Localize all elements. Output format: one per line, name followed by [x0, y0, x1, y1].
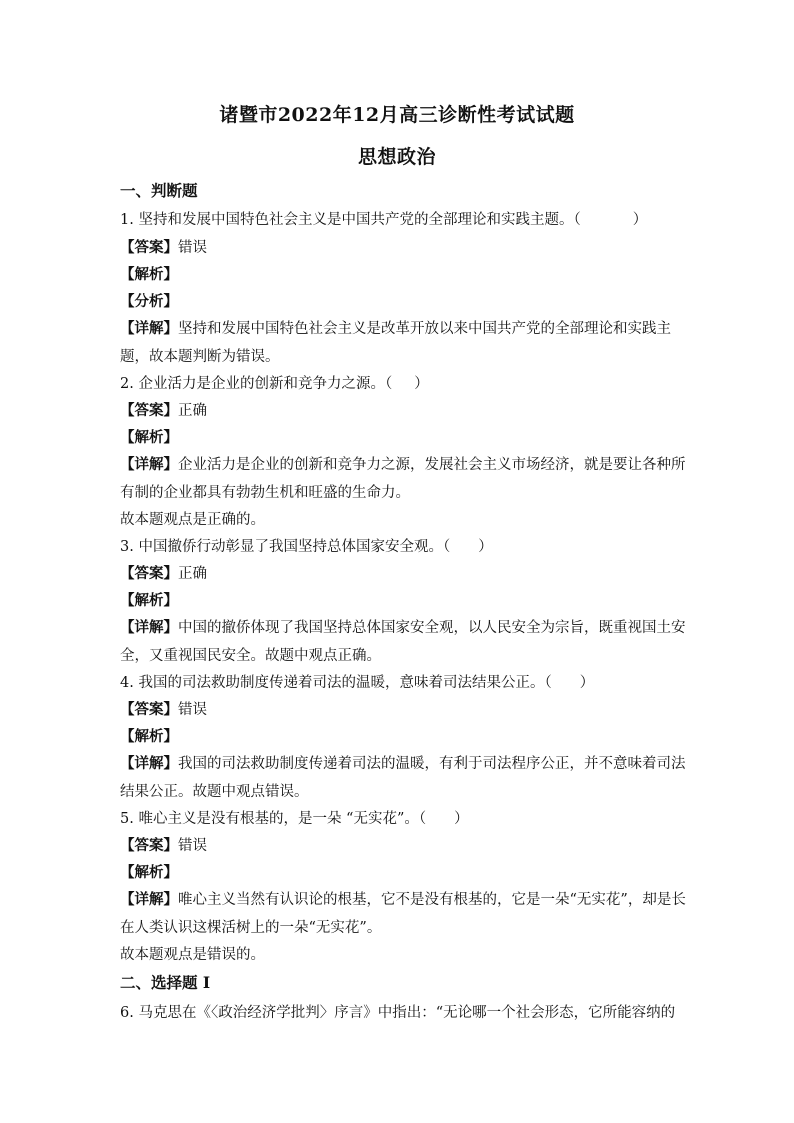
- answer-tag: 【答案】: [120, 837, 178, 854]
- answer-tag: 【答案】: [120, 239, 178, 256]
- question-4-analysis-tag: 【解析】: [120, 728, 178, 745]
- question-3-detail-line-1: [120, 618, 686, 638]
- question-stem-text: 3. 中国撤侨行动彰显了我国坚持总体国家安全观。（: [120, 539, 451, 555]
- detail-text: 坚持和发展中国特色社会主义是改革开放以来中国共产党的全部理论和实践主: [178, 321, 671, 337]
- question-2-detail-line-1: [120, 455, 686, 475]
- detail-tag: 【详解】: [120, 320, 178, 337]
- question-3-analysis-tag: 【解析】: [120, 592, 178, 609]
- question-1-answer: [120, 238, 680, 258]
- question-1-detail-line-1: [120, 319, 680, 339]
- question-paren-close: ）: [632, 212, 648, 228]
- question-3-stem: [120, 537, 680, 557]
- answer-tag: 【答案】: [120, 402, 178, 419]
- section-heading-judgment: 一、判断题: [120, 181, 198, 200]
- answer-value: 错误: [178, 240, 207, 256]
- question-1-detail-line-2: 题，故本题判断为错误。: [120, 349, 280, 365]
- answer-tag: 【答案】: [120, 565, 178, 582]
- detail-tag: 【详解】: [120, 619, 178, 636]
- question-stem-text: 4. 我国的司法救助制度传递着司法的温暖，意味着司法结果公正。（: [120, 675, 552, 691]
- question-2-stem: [120, 374, 680, 394]
- detail-tag: 【详解】: [120, 755, 178, 772]
- detail-text: 中国的撤侨体现了我国坚持总体国家安全观，以人民安全为宗旨，既重视国土安: [178, 620, 686, 636]
- section-heading-choice: 二、选择题 I: [120, 973, 211, 992]
- question-4-detail-line-2: 结果公正。故题中观点错误。: [120, 784, 309, 800]
- question-stem-text: 5. 唯心主义是没有根基的，是一朵 “无实花”。（: [120, 811, 427, 827]
- question-5-answer: [120, 836, 680, 856]
- question-5-detail-line-3: 故本题观点是错误的。: [120, 947, 265, 963]
- document-subtitle: 思想政治: [357, 146, 436, 168]
- question-stem-text: 2. 企业活力是企业的创新和竞争力之源。（: [120, 376, 393, 392]
- answer-value: 错误: [178, 838, 207, 854]
- question-4-detail-line-1: [120, 754, 686, 774]
- detail-text: 唯心主义当然有认识论的根基，它不是没有根基的，它是一朵“无实花”，却是长: [178, 892, 686, 908]
- answer-value: 正确: [178, 566, 207, 582]
- question-stem-text: 1. 坚持和发展中国特色社会主义是中国共产党的全部理论和实践主题。（: [120, 212, 581, 228]
- question-5-stem: [120, 809, 680, 829]
- question-1-analysis-tag: 【解析】: [120, 266, 178, 283]
- question-5-detail-line-1: [120, 890, 686, 910]
- question-3-detail-line-2: 全，又重视国民安全。故题中观点正确。: [120, 648, 381, 664]
- question-2-answer: [120, 401, 680, 421]
- detail-tag: 【详解】: [120, 456, 178, 473]
- question-1-stem: [120, 210, 680, 230]
- document-title: 诸暨市2022年12月高三诊断性考试试题: [219, 104, 575, 126]
- question-2-detail-line-3: 故本题观点是正确的。: [120, 512, 265, 528]
- question-5-analysis-tag: 【解析】: [120, 864, 178, 881]
- question-2-detail-line-2: 有制的企业都具有勃勃生机和旺盛的生命力。: [120, 485, 410, 501]
- question-3-answer: [120, 564, 680, 584]
- answer-tag: 【答案】: [120, 701, 178, 718]
- question-paren-close: ）: [579, 675, 595, 691]
- question-paren-close: ）: [454, 811, 469, 827]
- detail-text: 我国的司法救助制度传递着司法的温暖，有利于司法程序公正，并不意味着司法: [178, 756, 686, 772]
- question-6-stem: 6. 马克思在《〈政治经济学批判〉序言》中指出：“无论哪一个社会形态，它所能容纳的: [120, 1005, 676, 1021]
- answer-value: 错误: [178, 702, 207, 718]
- answer-value: 正确: [178, 403, 207, 419]
- question-paren-close: ）: [414, 376, 429, 392]
- question-2-analysis-tag: 【解析】: [120, 429, 178, 446]
- question-4-answer: [120, 700, 680, 720]
- question-1-fenxi-tag: 【分析】: [120, 293, 178, 310]
- detail-text: 企业活力是企业的创新和竞争力之源，发展社会主义市场经济，就是要让各种所: [178, 457, 686, 473]
- detail-tag: 【详解】: [120, 891, 178, 908]
- question-paren-close: ）: [478, 539, 493, 555]
- question-5-detail-line-2: 在人类认识这棵活树上的一朵“无实花”。: [120, 920, 382, 936]
- question-4-stem: [120, 673, 680, 693]
